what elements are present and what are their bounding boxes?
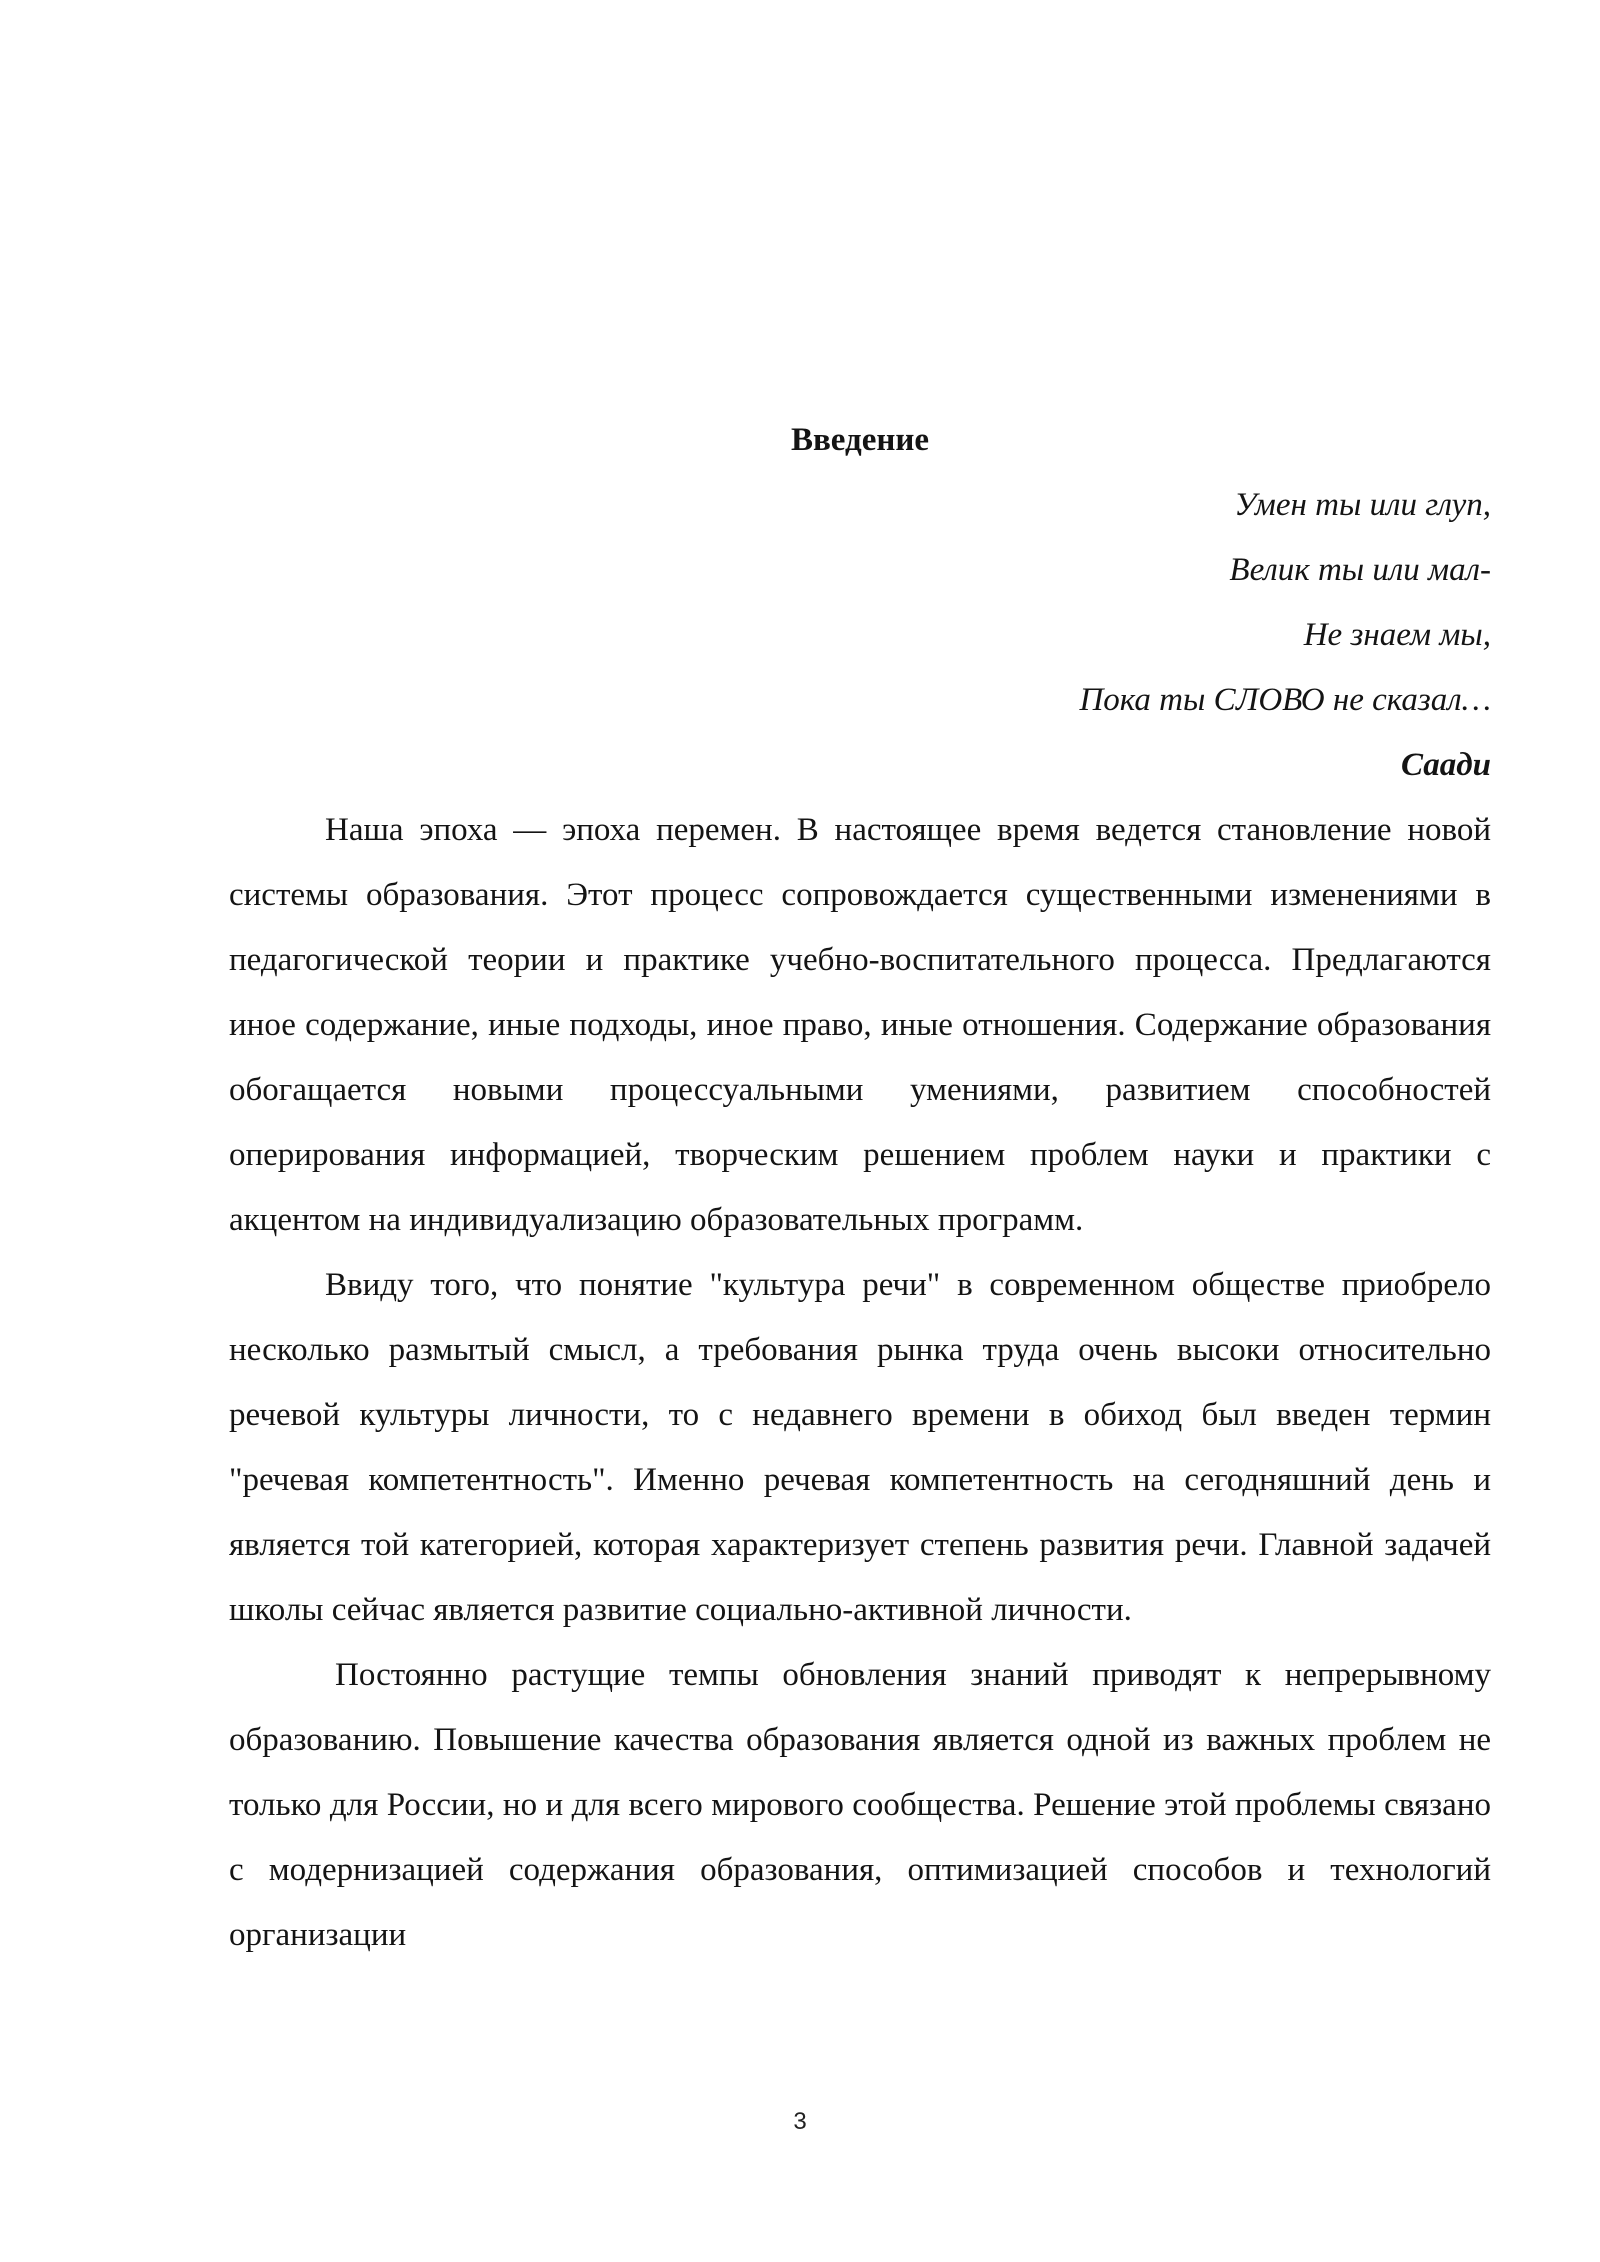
section-heading: Введение <box>790 422 930 458</box>
page-number: 3 <box>793 2108 807 2135</box>
epigraph-line: Велик ты или мал- <box>1229 552 1491 588</box>
body-paragraph: Ввиду того, что понятие "культура речи" в современном обществе приобрело несколько размытый смысл, а требования рынка труда очень высоки относительно речевой культуры личности, то с недавнего времени в обиход был введен термин "речевая компетентность". Именно речевая компетентность на сегодняшний день и является той категорией, которая характеризует степень развития речи. Главной задачей школы сейчас является развитие социально-активной личности. <box>229 1267 1491 1628</box>
epigraph <box>229 473 1491 798</box>
epigraph-line: Не знаем мы, <box>1303 617 1491 653</box>
body-paragraph: Постоянно растущие темпы обновления знаний приводят к непрерывному образованию. Повышение качества образования является одной из важных проблем не только для России, но и для всего мирового сообщества. Решение этой проблемы связано с модернизацией содержания образования, оптимизацией способов и технологий организации <box>229 1657 1491 1953</box>
body-paragraph: Наша эпоха — эпоха перемен. В настоящее время ведется становление новой системы образования. Этот процесс сопровождается существенными изменениями в педагогической теории и практике учебно-воспитательного процесса. Предлагаются иное содержание, иные подходы, иное право, иные отношения. Содержание образования обогащается новыми процессуальными умениями, развитием способностей оперирования информацией, творческим решением проблем науки и практики с акцентом на индивидуализацию образовательных программ. <box>229 812 1491 1238</box>
page-content <box>229 408 1491 1968</box>
epigraph-author: Саади <box>1401 747 1491 783</box>
epigraph-line: Умен ты или глуп, <box>1234 487 1491 523</box>
epigraph-line: Пока ты СЛОВО не сказал… <box>1079 682 1491 718</box>
